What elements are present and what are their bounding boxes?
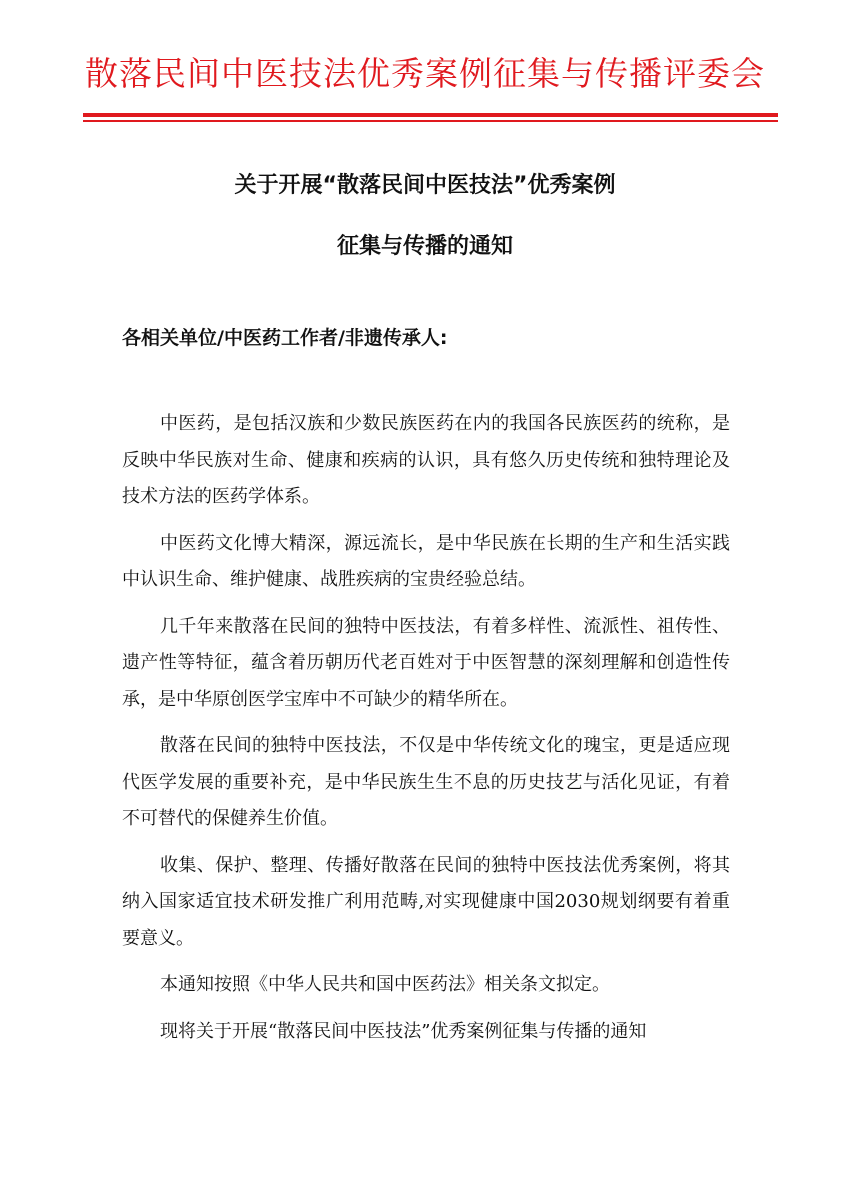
- paragraph: 散落在民间的独特中医技法，不仅是中华传统文化的瑰宝，更是适应现代医学发展的重要补充，是中华民族生生不息的历史技艺与活化见证，有着不可替代的保健养生价值。: [122, 735, 730, 829]
- paragraph: 收集、保护、整理、传播好散落在民间的独特中医技法优秀案例，将其纳入国家适宜技术研发推广利用范畴,对实现健康中国2030规划纲要有着重要意义。: [122, 854, 730, 949]
- salutation: 各相关单位/中医药工作者/非遗传承人:: [122, 327, 448, 349]
- paragraph: 中医药，是包括汉族和少数民族医药在内的我国各民族医药的统称，是反映中华民族对生命、健康和疾病的认识，具有悠久历史传统和独特理论及技术方法的医药学体系。: [122, 413, 730, 507]
- paragraph: 中医药文化博大精深，源远流长，是中华民族在长期的生产和生活实践中认识生命、维护健康、战胜疾病的宝贵经验总结。: [122, 532, 730, 590]
- paragraph: 本通知按照《中华人民共和国中医药法》相关条文拟定。: [160, 974, 610, 995]
- notice-title-line-2: 征集与传播的通知: [336, 234, 513, 259]
- letterhead-rule-thin: [83, 120, 778, 122]
- notice-body: [122, 406, 730, 1060]
- paragraph: 现将关于开展“散落民间中医技法”优秀案例征集与传播的通知: [160, 1020, 647, 1042]
- letterhead-rule-thick: [83, 113, 778, 117]
- paragraph: 几千年来散落在民间的独特中医技法，有着多样性、流派性、祖传性、遗产性等特征，蕴含着历朝历代老百姓对于中医智慧的深刻理解和创造性传承，是中华原创医学宝库中不可缺少的精华所在。: [122, 615, 730, 710]
- notice-title-line-1: 关于开展“散落民间中医技法”优秀案例: [234, 173, 616, 198]
- letterhead-title: 散落民间中医技法优秀案例征集与传播评委会: [85, 54, 765, 93]
